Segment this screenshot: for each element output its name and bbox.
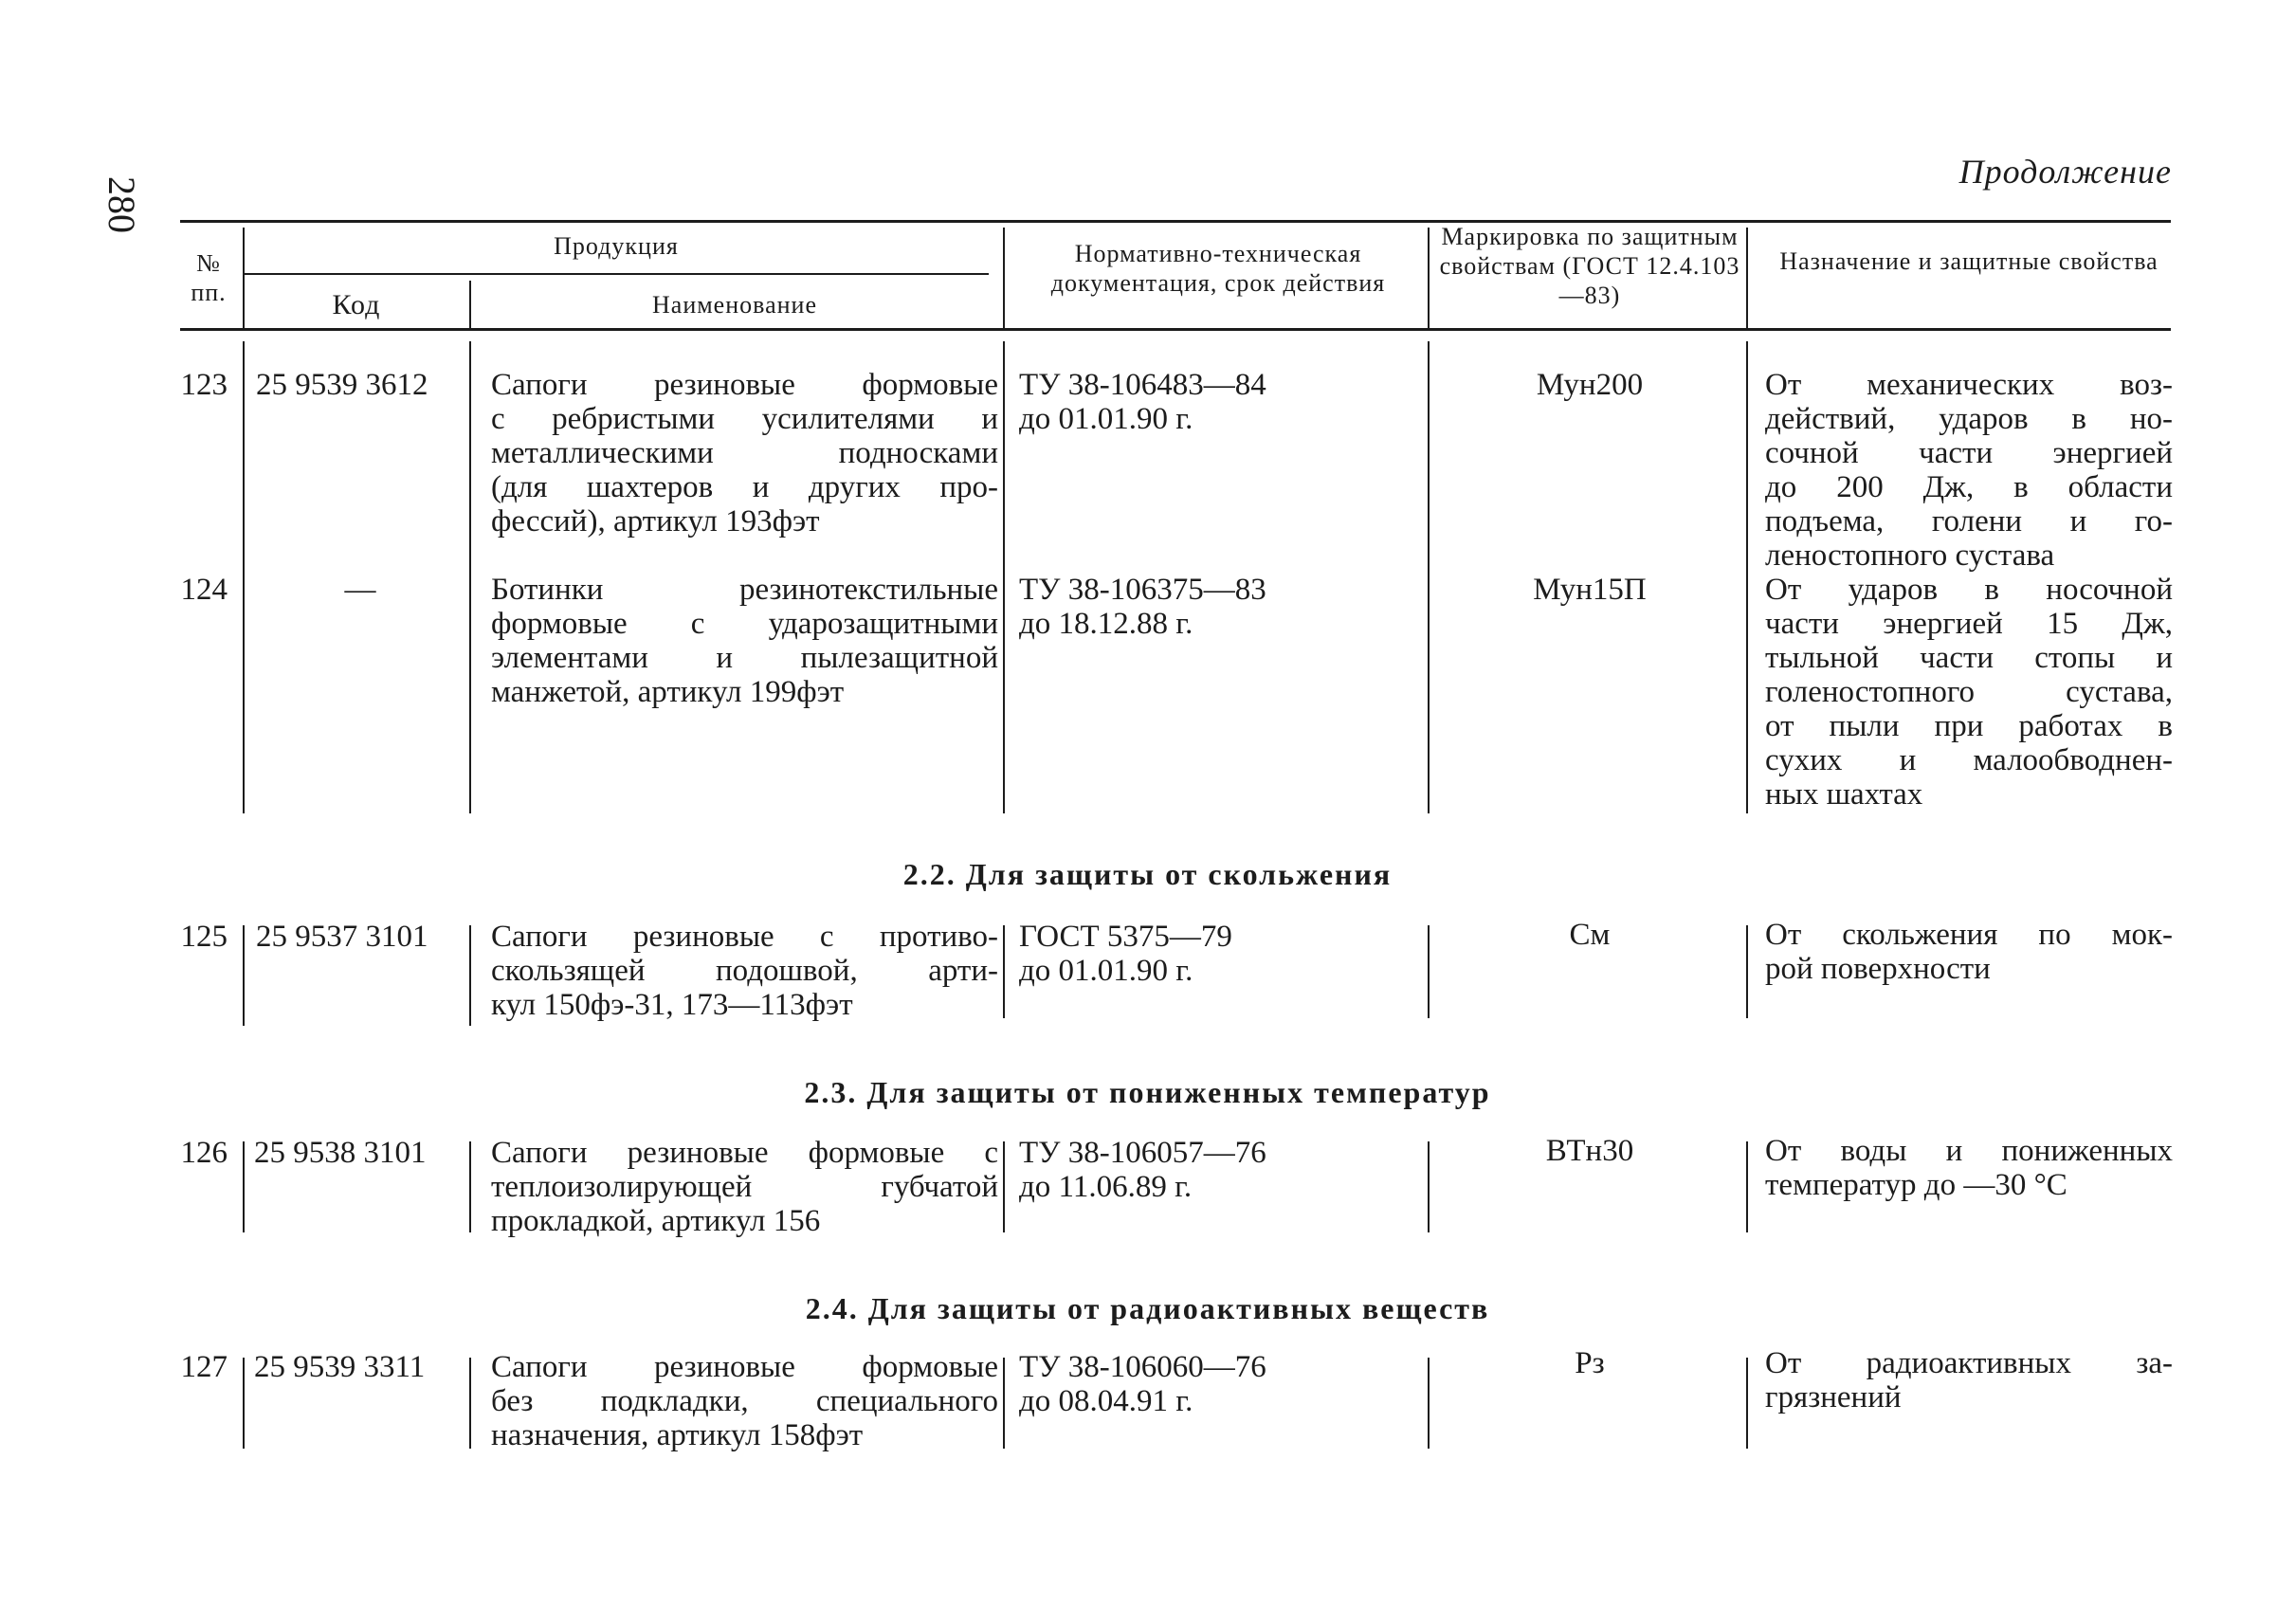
name-line: манжетой, артикул 199фэт	[491, 675, 845, 709]
body-divider	[1746, 1141, 1748, 1232]
header-divider	[243, 228, 245, 328]
header-bottom-rule	[180, 328, 2171, 331]
name-line: без подкладки, специального	[491, 1384, 998, 1418]
normative-doc: ТУ 38-106060—76 до 08.04.91 г.	[1019, 1350, 1266, 1418]
purpose	[1765, 1346, 2173, 1414]
body-divider	[1746, 1358, 1748, 1449]
purpose-line: подъема, голени и го-	[1765, 504, 2173, 538]
name-line: теплоизолирующей губчатой	[491, 1170, 998, 1204]
header-top-rule	[180, 220, 2171, 223]
page-number: 280	[100, 176, 143, 233]
name-line: с ребристыми усилителями и	[491, 402, 998, 436]
purpose-line: От воды и пониженных	[1765, 1134, 2173, 1168]
name-line: Сапоги резиновые с противо-	[491, 920, 998, 954]
name-line: назначения, артикул 158фэт	[491, 1418, 864, 1452]
purpose-line: ных шахтах	[1765, 777, 1923, 812]
purpose-line: От ударов в носочной	[1765, 573, 2173, 607]
purpose	[1765, 918, 2173, 986]
purpose-line: до 200 Дж, в области	[1765, 470, 2173, 504]
purpose-line: От механических воз-	[1765, 368, 2173, 402]
marking: Мун200	[1536, 368, 1644, 402]
row-number: 125	[180, 920, 228, 954]
name-line: Сапоги резиновые формовые с	[491, 1136, 998, 1170]
name-line: фессий), артикул 193фэт	[491, 504, 820, 538]
product-name	[491, 920, 998, 1022]
name-line: Ботинки резинотекстильные	[491, 573, 998, 607]
purpose-line: леностопного сустава	[1765, 538, 2055, 573]
continuation-label: Продолжение	[1958, 153, 2172, 191]
purpose-line: голеностопного сустава,	[1765, 675, 2173, 709]
header-product: Продукция	[554, 232, 679, 260]
name-line: элементами и пылезащитной	[491, 641, 998, 675]
product-code: —	[344, 573, 376, 607]
product-code: 25 9539 3311	[254, 1350, 426, 1384]
purpose-line: сухих и малообводнен-	[1765, 743, 2173, 777]
header-code: Код	[332, 289, 381, 320]
marking: Рз	[1575, 1346, 1605, 1380]
body-divider	[243, 1141, 245, 1232]
name-line: (для шахтеров и других про-	[491, 470, 998, 504]
product-code: 25 9539 3612	[256, 368, 428, 402]
header-marking: Маркировка по защитным свойствам (ГОСТ 12.4.103—83)	[1439, 223, 1740, 309]
product-code: 25 9537 3101	[256, 920, 428, 954]
body-divider	[1746, 341, 1748, 813]
purpose-line: действий, ударов в но-	[1765, 402, 2173, 436]
header-num: № пп.	[191, 249, 227, 306]
marking: Мун15П	[1533, 573, 1647, 607]
body-divider	[243, 1358, 245, 1449]
body-divider	[1746, 925, 1748, 1018]
purpose-line: от пыли при работах в	[1765, 709, 2173, 743]
normative-doc: ГОСТ 5375—79 до 01.01.90 г.	[1019, 920, 1232, 988]
body-divider	[1003, 341, 1005, 813]
purpose-line: рой поверхности	[1765, 952, 1991, 986]
row-number: 123	[180, 368, 228, 402]
purpose-line: тыльной части стопы и	[1765, 641, 2173, 675]
header-divider	[469, 281, 471, 328]
name-line: скользящей подошвой, арти-	[491, 954, 998, 988]
body-divider	[1003, 1358, 1005, 1449]
name-line: кул 150фэ-31, 173—113фэт	[491, 988, 853, 1022]
section-title: 2.3. Для защиты от пониженных температур	[804, 1075, 1491, 1109]
body-divider	[243, 341, 245, 813]
normative-doc: ТУ 38-106483—84 до 01.01.90 г.	[1019, 368, 1266, 436]
product-subheader-rule	[245, 273, 989, 275]
product-name	[491, 1350, 998, 1452]
name-line: Сапоги резиновые формовые	[491, 368, 998, 402]
purpose	[1765, 573, 2173, 812]
header-name: Наименование	[652, 291, 817, 319]
body-divider	[1428, 341, 1430, 813]
body-divider	[1428, 1141, 1430, 1232]
name-line: металлическими подносками	[491, 436, 998, 470]
body-divider	[469, 341, 471, 813]
section-title: 2.4. Для защиты от радиоактивных веществ	[805, 1291, 1490, 1325]
name-line: Сапоги резиновые формовые	[491, 1350, 998, 1384]
purpose-line: сочной части энергией	[1765, 436, 2173, 470]
purpose-line: части энергией 15 Дж,	[1765, 607, 2173, 641]
body-divider	[1003, 925, 1005, 1018]
header-doc: Нормативно-техническая документация, срок действия	[1050, 240, 1386, 297]
header-divider	[1428, 228, 1430, 328]
normative-doc: ТУ 38-106375—83 до 18.12.88 г.	[1019, 573, 1266, 641]
marking: См	[1569, 918, 1611, 952]
purpose-line: От скольжения по мок-	[1765, 918, 2173, 952]
body-divider	[1003, 1141, 1005, 1232]
purpose	[1765, 1134, 2173, 1202]
product-name	[491, 573, 998, 709]
body-divider	[1428, 925, 1430, 1018]
row-number: 124	[180, 573, 228, 607]
purpose-line: грязнений	[1765, 1380, 1902, 1414]
product-name	[491, 368, 998, 538]
name-line: формовые с ударозащитными	[491, 607, 998, 641]
section-title: 2.2. Для защиты от скольжения	[902, 857, 1393, 891]
header-divider	[1003, 228, 1005, 328]
normative-doc: ТУ 38-106057—76 до 11.06.89 г.	[1019, 1136, 1266, 1204]
body-divider	[1428, 1358, 1430, 1449]
header-divider	[1746, 228, 1748, 328]
purpose	[1765, 368, 2173, 573]
body-divider	[243, 925, 245, 1026]
product-name	[491, 1136, 998, 1238]
header-purpose: Назначение и защитные свойства	[1779, 247, 2158, 275]
purpose-line: От радиоактивных за-	[1765, 1346, 2173, 1380]
row-number: 126	[180, 1136, 228, 1170]
name-line: прокладкой, артикул 156	[491, 1204, 821, 1238]
row-number: 127	[180, 1350, 228, 1384]
purpose-line: температур до —30 °C	[1765, 1168, 2067, 1202]
product-code: 25 9538 3101	[254, 1136, 427, 1170]
marking: ВТн30	[1545, 1134, 1634, 1168]
